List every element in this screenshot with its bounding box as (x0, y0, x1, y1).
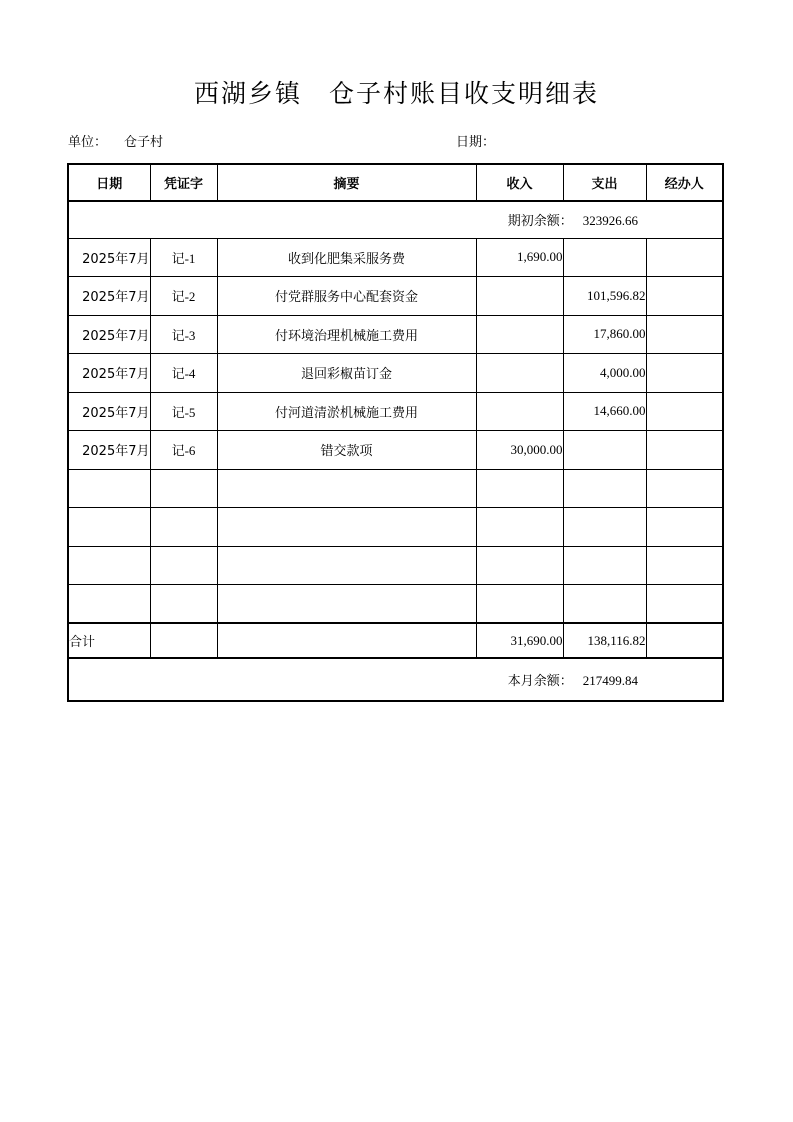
summary-cell: 退回彩椒苗订金 (217, 354, 476, 393)
income-cell (476, 585, 563, 624)
handler-cell (646, 508, 723, 547)
expense-cell: 17,860.00 (563, 315, 646, 354)
table-row (68, 546, 723, 585)
opening-balance-row (68, 201, 723, 238)
column-header-handler: 经办人 (646, 164, 723, 201)
unit-value: 仓子村 (124, 134, 164, 149)
date-cell: 2025年7月 (68, 315, 150, 354)
closing-balance-value: 217499.84 (582, 673, 638, 688)
expense-cell (563, 585, 646, 624)
handler-cell (646, 392, 723, 431)
opening-balance-value: 323926.66 (582, 213, 638, 229)
voucher-cell: 记-6 (150, 431, 217, 470)
date-cell: 2025年7月 (68, 238, 150, 277)
column-header-summary: 摘要 (217, 164, 476, 201)
income-cell: 30,000.00 (476, 431, 563, 470)
date-cell: 2025年7月 (68, 354, 150, 393)
expense-cell (563, 431, 646, 470)
date-cell (68, 508, 150, 547)
meta-row (68, 131, 722, 149)
total-income-cell: 31,690.00 (476, 623, 563, 658)
voucher-cell (150, 469, 217, 508)
handler-cell (646, 238, 723, 277)
voucher-cell (150, 546, 217, 585)
summary-cell (217, 546, 476, 585)
income-cell (476, 546, 563, 585)
voucher-cell: 记-4 (150, 354, 217, 393)
unit-label: 单位： (68, 134, 108, 149)
table-row (68, 354, 723, 393)
opening-balance-label: 期初余额： (507, 213, 573, 229)
table-row (68, 277, 723, 316)
voucher-cell (150, 508, 217, 547)
date-cell (68, 585, 150, 624)
table-row (68, 238, 723, 277)
expense-cell (563, 508, 646, 547)
handler-cell (646, 585, 723, 624)
summary-cell: 付环境治理机械施工费用 (217, 315, 476, 354)
date-label: 日期： (456, 134, 496, 149)
total-expense-cell: 138,116.82 (563, 623, 646, 658)
date-cell: 2025年7月 (68, 392, 150, 431)
summary-cell: 收到化肥集采服务费 (217, 238, 476, 277)
total-row (68, 623, 723, 658)
page-title: 西湖乡镇 仓子村账目收支明细表 (193, 81, 599, 108)
expense-cell (563, 238, 646, 277)
voucher-cell: 记-5 (150, 392, 217, 431)
voucher-cell (150, 585, 217, 624)
income-cell (476, 354, 563, 393)
total-voucher-cell (150, 623, 217, 658)
income-cell (476, 508, 563, 547)
table-header-row (68, 164, 723, 201)
handler-cell (646, 469, 723, 508)
handler-cell (646, 546, 723, 585)
income-cell: 1,690.00 (476, 238, 563, 277)
table-row (68, 431, 723, 470)
income-cell (476, 277, 563, 316)
handler-cell (646, 315, 723, 354)
summary-cell (217, 585, 476, 624)
income-cell (476, 469, 563, 508)
voucher-cell: 记-3 (150, 315, 217, 354)
table-row (68, 508, 723, 547)
voucher-cell: 记-1 (150, 238, 217, 277)
expense-cell: 14,660.00 (563, 392, 646, 431)
closing-balance-label: 本月余额： (507, 673, 573, 688)
summary-cell (217, 508, 476, 547)
handler-cell (646, 354, 723, 393)
closing-balance-row (68, 658, 723, 701)
summary-cell: 付党群服务中心配套资金 (217, 277, 476, 316)
table-row (68, 469, 723, 508)
voucher-cell: 记-2 (150, 277, 217, 316)
total-handler-cell (646, 623, 723, 658)
expense-cell (563, 469, 646, 508)
total-summary-cell (217, 623, 476, 658)
summary-cell: 付河道清淤机械施工费用 (217, 392, 476, 431)
expense-cell: 101,596.82 (563, 277, 646, 316)
date-cell (68, 469, 150, 508)
total-label-cell: 合计 (68, 623, 150, 658)
closing-balance-cell (68, 658, 723, 701)
income-cell (476, 315, 563, 354)
date-cell: 2025年7月 (68, 277, 150, 316)
expense-cell: 4,000.00 (563, 354, 646, 393)
date-cell (68, 546, 150, 585)
opening-balance-cell (68, 201, 723, 238)
column-header-date: 日期 (68, 164, 150, 201)
table-row (68, 392, 723, 431)
handler-cell (646, 277, 723, 316)
column-header-income: 收入 (476, 164, 563, 201)
date-cell: 2025年7月 (68, 431, 150, 470)
income-cell (476, 392, 563, 431)
table-row (68, 315, 723, 354)
handler-cell (646, 431, 723, 470)
summary-cell: 错交款项 (217, 431, 476, 470)
ledger-table (67, 163, 724, 702)
summary-cell (217, 469, 476, 508)
column-header-expense: 支出 (563, 164, 646, 201)
expense-cell (563, 546, 646, 585)
table-row (68, 585, 723, 624)
column-header-voucher: 凭证字 (150, 164, 217, 201)
